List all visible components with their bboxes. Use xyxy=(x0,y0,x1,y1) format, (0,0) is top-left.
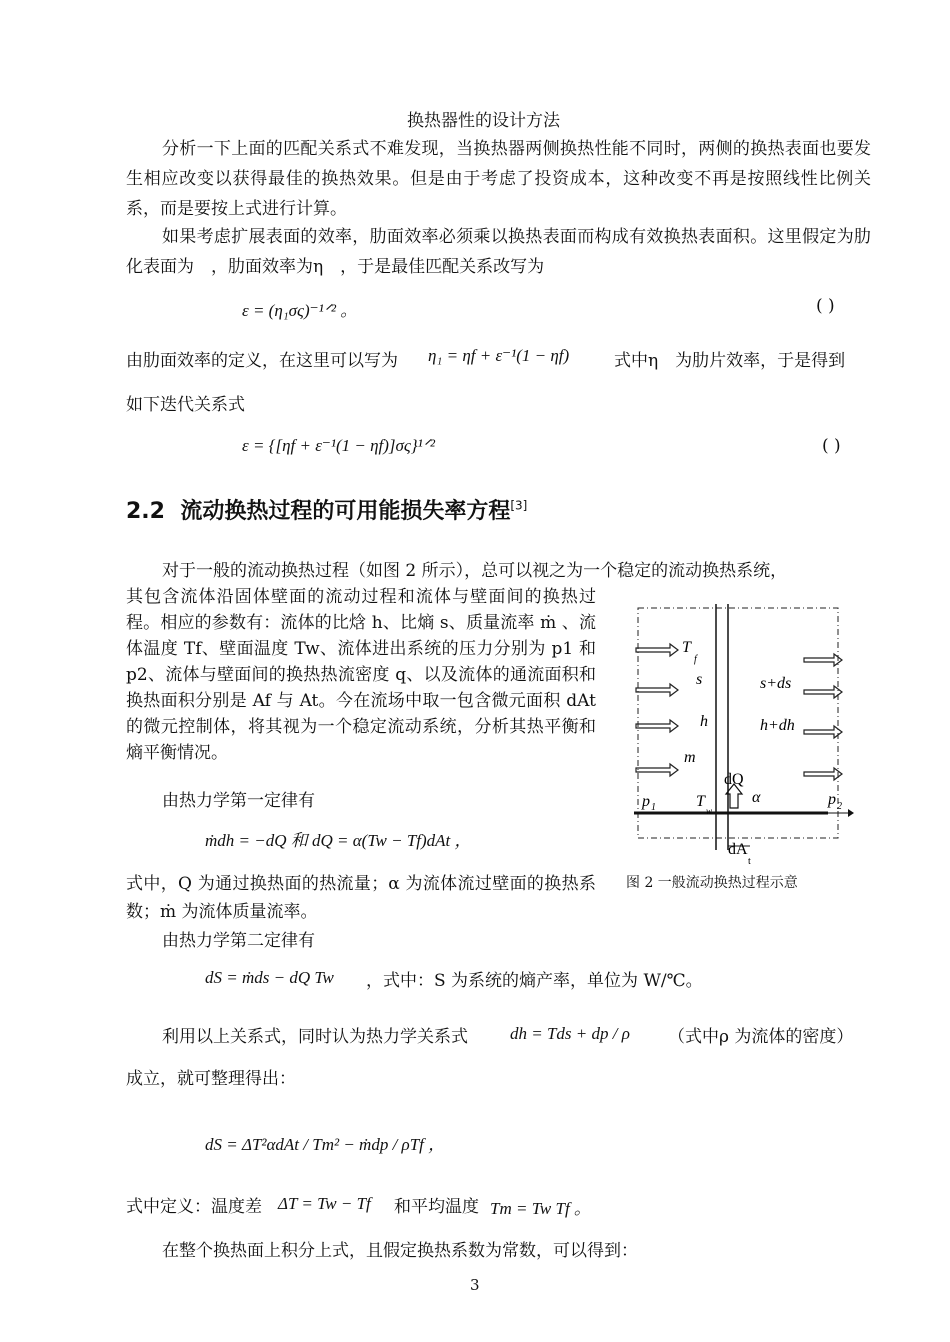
label-dQ: dQ xyxy=(724,771,744,788)
label-Tf: T xyxy=(682,639,691,656)
label-h: h xyxy=(700,713,708,730)
label-s-ds: s+ds xyxy=(760,675,792,692)
paragraph-10-tail: 成立，就可整理得出： xyxy=(126,1069,296,1089)
label-p2: p xyxy=(828,791,836,808)
section-reference: [3] xyxy=(510,498,528,513)
equation-1-number: ( ) xyxy=(816,296,835,316)
equation-5: dh = Tds + dp / ρ xyxy=(510,1024,630,1043)
label-p1: p xyxy=(642,793,650,810)
paragraph-8: 由热力学第二定律有 xyxy=(162,931,315,951)
figure-2 xyxy=(620,600,860,870)
equation-3: ṁdh = −dQ 和 dQ = α(Tw − Tf)dAt ， xyxy=(205,831,472,850)
equation-2: ε = {[ηf + ε⁻¹(1 − ηf)]σς}¹ᐟ² xyxy=(242,436,436,455)
paragraph-3-end: 式中η 为肋片效率，于是得到 xyxy=(614,351,846,371)
paragraph-12: 在整个换热面上积分上式，且假定换热系数为常数，可以得到： xyxy=(162,1241,638,1261)
axis-arrow-icon xyxy=(848,809,854,817)
label-dAt-sub: t xyxy=(748,856,751,867)
paragraph-10-start: 利用以上关系式，同时认为热力学关系式 xyxy=(162,1027,468,1047)
equation-6: dS = ΔT²αdAt / Tm² − ṁdp / ρTf ， xyxy=(205,1135,446,1154)
label-dAt: dA xyxy=(728,841,748,858)
label-s: s xyxy=(696,671,703,688)
label-h-dh: h+dh xyxy=(760,717,795,734)
label-Tf-sub: f xyxy=(694,654,697,665)
page-number: 3 xyxy=(470,1276,480,1294)
paragraph-7: 式中，Q 为通过换热面的热流量；α 为流体流过壁面的换热系数；ṁ 为流体质量流率。 xyxy=(126,874,596,922)
label-m: m xyxy=(684,749,696,766)
label-Tw-sub: w xyxy=(706,806,713,816)
paragraph-4: 对于一般的流动换热过程（如图 2 所示），总可以视之为一个稳定的流动换热系统， xyxy=(162,561,788,581)
equation-1: ε = (η₁σς)⁻¹ᐟ² 。 xyxy=(242,301,358,320)
equation-2-number: ( ) xyxy=(822,436,841,456)
paragraph-9: ，式中：S 为系统的熵产率，单位为 W/℃。 xyxy=(366,971,703,991)
label-p2-sub: 2 xyxy=(837,801,842,812)
outlet-arrows xyxy=(804,654,842,780)
paragraph-3-tail: 如下迭代关系式 xyxy=(126,395,245,415)
running-title: 换热器性的设计方法 xyxy=(407,111,560,131)
paragraph-3-start: 由肋面效率的定义，在这里可以写为 xyxy=(126,351,398,371)
equation-7a: ΔT = Tw − Tf xyxy=(278,1194,371,1213)
inlet-arrows xyxy=(636,644,678,776)
figure-caption: 图 2 一般流动换热过程示意 xyxy=(626,875,798,891)
label-alpha: α xyxy=(752,789,761,806)
label-Tw: T xyxy=(696,793,705,810)
section-title: 流动换热过程的可用能损失率方程 xyxy=(180,499,511,524)
paragraph-6: 由热力学第一定律有 xyxy=(162,791,315,811)
equation-7b: Tm = Tw Tf 。 xyxy=(490,1199,591,1218)
paragraph-1: 分析一下上面的匹配关系式不难发现，当换热器两侧换热性能不同时，两侧的换热表面也要发生相应改变以获得最佳的换热效果。但是由于考虑了投资成本，这种改变不再是按照线性比例关系，而是要按上式进行计算。 xyxy=(126,139,871,219)
section-number: 2.2 xyxy=(126,499,165,524)
paragraph-10-end: （式中ρ 为流体的密度） xyxy=(668,1027,854,1047)
label-p1-sub: 1 xyxy=(651,802,656,813)
section-heading xyxy=(126,494,527,525)
paragraph-5: 其包含流体沿固体壁面的流动过程和流体与壁面间的换热过程。相应的参数有：流体的比焓 h、比熵 s、质量流率 ṁ 、流体温度 Tf、壁面温度 Tw、流体进出系统的压力分别为 p1 和 p2、流体与壁面间的换热热流密度 q、以及流体的通流面积和换热面积分别是 Af 与 At。今在流场中取一包含微元面积 dAt 的微元控制体，将其视为一个稳定流动系统，分析其热平衡和熵平衡情况。 xyxy=(126,587,596,763)
paragraph-2: 如果考虑扩展表面的效率，肋面效率必须乘以换热表面而构成有效换热表面积。这里假定为肋化表面为 ，肋面效率为η ，于是最佳匹配关系改写为 xyxy=(126,227,871,277)
paragraph-11-start: 式中定义：温度差 xyxy=(126,1197,262,1217)
equation-fin-efficiency: η₁ = ηf + ε⁻¹(1 − ηf) xyxy=(428,346,570,365)
paragraph-11-mid: 和平均温度 xyxy=(394,1197,479,1217)
equation-4: dS = ṁds − dQ Tw xyxy=(205,968,334,987)
